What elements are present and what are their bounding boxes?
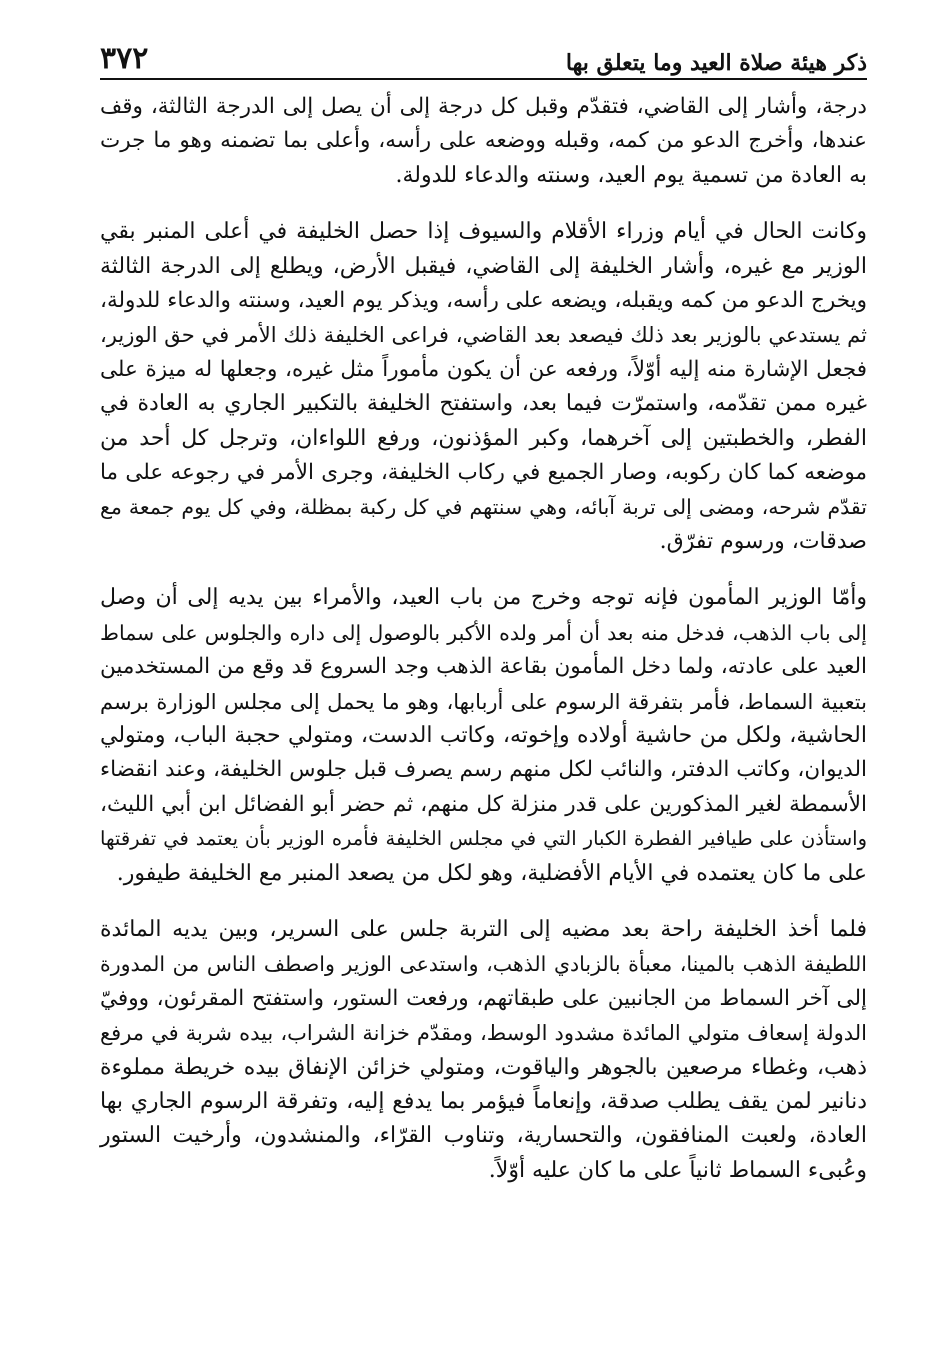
text-line: العيد على عادته، ولما دخل المأمون بقاعة الذهب وجد السروع قد وقع من المستخدمين: [100, 654, 867, 680]
paragraph: [100, 90, 867, 193]
text-line: وعُبىء السماط ثانياً على ما كان عليه أوّلاً.: [488, 1157, 867, 1183]
text-line: الحاشية، ولكل من حاشية أولاده وإخوته، وكاتب الدست، ومتولي حجبة الباب، ومتولي: [100, 722, 867, 748]
text-line: على ما كان يعتمده في الأيام الأفضلية، وهو لكل من يصعد المنبر مع الخليفة طيفور.: [116, 860, 867, 886]
text-line: وكانت الحال في أيام وزراء الأقلام والسيوف إذا حصل الخليفة في أعلى المنبر بقي: [100, 219, 867, 245]
text-line: ويخرج الدعو من كمه ويقبله، ويضعه على رأسه، ويذكر يوم العيد، وسنته والدعاء للدولة،: [100, 288, 867, 314]
text-line: واستأذن على طيافير الفطرة الكبار التي في مجلس الخليفة فأمره الوزير بأن يعتمد في تفرقتها: [100, 827, 867, 851]
text-line: ذهب، وغطاء مرصعين بالجوهر والياقوت، ومتولي خزائن الإنفاق بيده خريطة مملوءة: [100, 1054, 867, 1080]
text-line: فجعل الإشارة منه إليه أوّلاً، ورفعه عن أن يكون مأموراً مثل غيره، وجعلها له ميزة على: [100, 356, 867, 382]
body-text: [100, 90, 867, 1210]
paragraph: [100, 215, 867, 559]
page-number: ٣٧٢: [100, 41, 149, 76]
text-line: درجة، وأشار إلى القاضي، فتقدّم وقبل كل درجة إلى أن يصل إلى الدرجة الثالثة، وقف: [100, 94, 867, 119]
text-line: الوزير مع غيره، وأشار الخليفة إلى القاضي، فيقبل الأرض، ويطلع إلى الدرجة الثالثة: [100, 253, 867, 279]
text-line: صدقات، ورسوم تفرّق.: [659, 528, 867, 554]
text-line: اللطيفة الذهب بالمينا، معبأة بالزبادي الذهب، واستدعى الوزير واصطف الناس من المدورة: [100, 952, 867, 977]
text-line: تقدّم شرحه، ومضى إلى تربة آبائه، وهي سنتهم في كل ركبة بمظلة، وفي كل يوم جمعة مع: [100, 495, 867, 520]
text-line: به العادة من تسمية يوم العيد، وسنته والدعاء للدولة.: [395, 162, 867, 188]
text-line: الديوان، وكاتب الدفتر، والنائب لكل منهم رسم يصرف قبل جلوس الخليفة، وعند انقضاء: [100, 757, 867, 783]
text-line: إلى آخر السماط من الجانبين على طبقاتهم، ورفعت الستور، واستفتح المقرئون، ووفيّ: [100, 985, 867, 1011]
text-line: العادة، ولعبت المنافقون، والتحسارية، وتناوب القرّاء، والمنشدون، وأرخيت الستور: [100, 1123, 867, 1149]
text-line: الأسمطة لغير المذكورين على قدر منزلة كل منهم، ثم حضر أبو الفضائل ابن أبي الليث،: [100, 791, 867, 817]
running-title: ذكر هيئة صلاة العيد وما يتعلق بها: [565, 50, 867, 76]
text-line: عندها، وأخرج الدعو من كمه، وقبله ووضعه على رأسه، وأعلى بما تضمنه وهو ما جرت: [100, 128, 867, 154]
paragraph: [100, 913, 867, 1188]
text-line: ثم يستدعي بالوزير بعد ذلك فيصعد بعد القاضي، فراعى الخليفة ذلك الأمر في حق الوزير،: [100, 323, 867, 348]
text-line: موضعه كما كان ركوبه، وصار الجميع في ركاب الخليفة، وجرى الأمر في رجوعه على ما: [100, 460, 867, 486]
text-line: الدولة إسعاف متولي المائدة مشدود الوسط، ومقدّم خزانة الشراب، بيده شربة في مرفع: [100, 1021, 867, 1046]
text-line: إلى باب الذهب، فدخل منه بعد أن أمر ولده الأكبر بالوصول إلى داره والجلوس على سماط: [100, 620, 867, 645]
running-header: [100, 34, 867, 80]
text-line: وأمّا الوزير المأمون فإنه توجه وخرج من باب العيد، والأمراء بين يديه إلى أن وصل: [100, 585, 867, 611]
text-line: الفطر، والخطبتين إلى آخرهما، وكبر المؤذنون، ورفع اللواءان، وترجل كل أحد من: [100, 425, 867, 451]
paragraph: [100, 581, 867, 891]
text-line: بتعبية السماط، فأمر بتفرقة الرسوم على أربابها، وهو ما يحمل إلى مجلس الوزارة برسم: [100, 689, 867, 714]
text-line: دنانير لمن يقف يطلب صدقة، وإنعاماً فيؤمر بما يدفع إليه، وتفرقة الرسوم الجاري بها: [100, 1088, 867, 1114]
text-line: غيره ممن تقدّمه، واستمرّت فيما بعد، واستفتح الخليفة بالتكبير الجاري به العادة في: [100, 391, 867, 417]
text-line: فلما أخذ الخليفة راحة بعد مضيه إلى التربة جلس على السرير، وبين يديه المائدة: [100, 916, 867, 942]
